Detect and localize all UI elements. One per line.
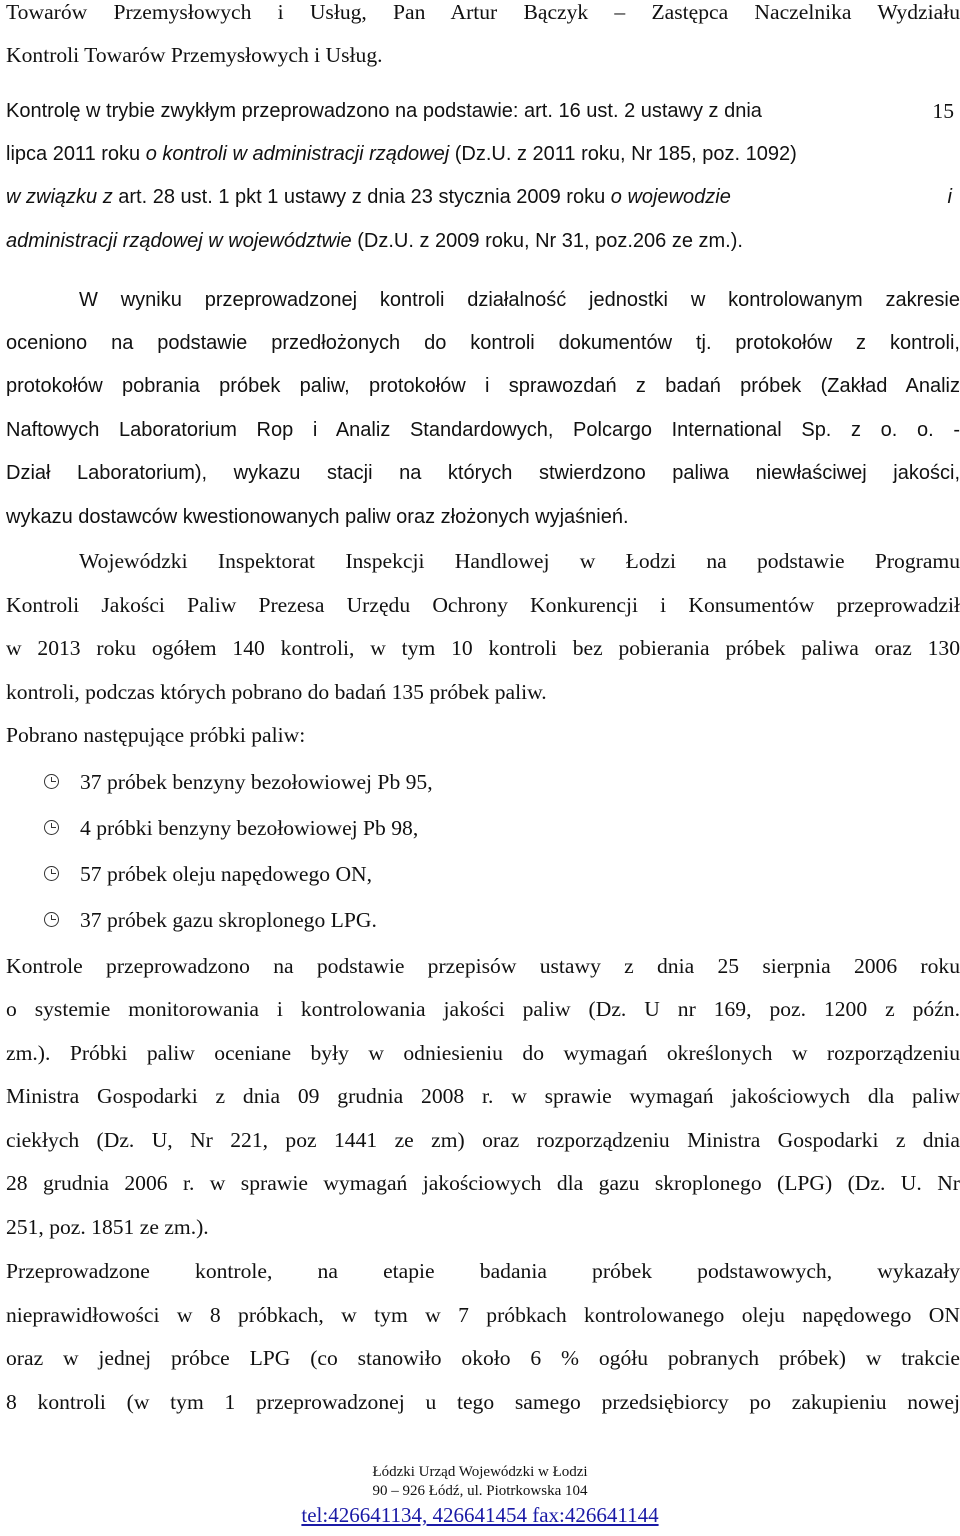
text-line: Kontroli Towarów Przemysłowych i Usług. <box>6 43 383 67</box>
text-line: w związku z art. 28 ust. 1 pkt 1 ustawy z dnia 23 stycznia 2009 roku o wojewodzie i <box>6 186 952 208</box>
text-line: Naftowych Laboratorium Rop i Analiz Standardowych, Polcargo International Sp. z o. o. - <box>6 419 960 441</box>
text-line: oceniono na podstawie przedłożonych do kontroli dokumentów tj. protokołów z kontroli, <box>6 332 960 354</box>
clock-bullet-icon <box>44 912 59 927</box>
text-line: Kontroli Jakości Paliw Prezesa Urzędu Ochrony Konkurencji i Konsumentów przeprowadził <box>6 593 960 617</box>
footer-org: Łódzki Urząd Wojewódzki w Łodzi <box>372 1464 588 1480</box>
text-line: lipca 2011 roku o kontroli w administracji rządowej (Dz.U. z 2011 roku, Nr 185, poz. 1092) <box>6 143 797 165</box>
paragraph-first-line: Wojewódzki Inspektorat Inspekcji Handlowej w Łodzi na podstawie Programu <box>79 549 960 573</box>
text-line: wykazu dostawców kwestionowanych paliw oraz złożonych wyjaśnień. <box>6 506 629 528</box>
text-line: Towarów Przemysłowych i Usług, Pan Artur Bączyk – Zastępca Naczelnika Wydziału <box>6 0 960 24</box>
text-line: Przeprowadzone kontrole, na etapie badania próbek podstawowych, wykazały <box>6 1259 960 1283</box>
clock-bullet-icon <box>44 774 59 789</box>
text-line: Pobrano następujące próbki paliw: <box>6 723 306 747</box>
text-line: o systemie monitorowania i kontrolowania jakości paliw (Dz. U nr 169, poz. 1200 z późn. <box>6 997 960 1021</box>
text-line: Kontrolę w trybie zwykłym przeprowadzono na podstawie: art. 16 ust. 2 ustawy z dnia 15 <box>6 99 954 123</box>
clock-bullet-icon <box>44 820 59 835</box>
text-line: Dział Laboratorium), wykazu stacji na których stwierdzono paliwa niewłaściwej jakości, <box>6 462 960 484</box>
text-fragment: 15 <box>932 99 954 123</box>
text-line: 28 grudnia 2006 r. w sprawie wymagań jakościowych dla gazu skroplonego (LPG) (Dz. U. Nr <box>6 1171 960 1195</box>
footer-contact <box>0 1503 960 1527</box>
text-line: zm.). Próbki paliw oceniane były w odniesieniu do wymagań określonych w rozporządzeniu <box>6 1041 960 1065</box>
text-line: oraz w jednej próbce LPG (co stanowiło około 6 % ogółu pobranych próbek) w trakcie <box>6 1346 960 1370</box>
paragraph-first-line: W wyniku przeprowadzonej kontroli działalność jednostki w kontrolowanym zakresie <box>79 289 960 311</box>
list-item: 37 próbek gazu skroplonego LPG. <box>80 908 377 932</box>
text-line: administracji rządowej w województwie (Dz.U. z 2009 roku, Nr 31, poz.206 ze zm.). <box>6 230 743 252</box>
contact-link[interactable]: tel:426641134, 426641454 fax:426641144 <box>301 1503 659 1527</box>
text-fragment: i <box>947 186 952 208</box>
text-line: 8 kontroli (w tym 1 przeprowadzonej u tego samego przedsiębiorcy po zakupieniu nowej <box>6 1390 960 1414</box>
footer-address: 90 – 926 Łódź, ul. Piotrkowska 104 <box>372 1483 588 1499</box>
text-line: kontroli, podczas których pobrano do badań 135 próbek paliw. <box>6 680 547 704</box>
list-item: 37 próbek benzyny bezołowiowej Pb 95, <box>80 770 433 794</box>
text-line: nieprawidłowości w 8 próbkach, w tym w 7 próbkach kontrolowanego oleju napędowego ON <box>6 1303 960 1327</box>
clock-bullet-icon <box>44 866 59 881</box>
list-item: 57 próbek oleju napędowego ON, <box>80 862 373 886</box>
text-line: 251, poz. 1851 ze zm.). <box>6 1215 209 1239</box>
text-line: Ministra Gospodarki z dnia 09 grudnia 2008 r. w sprawie wymagań jakościowych dla paliw <box>6 1084 960 1108</box>
text-line: w 2013 roku ogółem 140 kontroli, w tym 10 kontroli bez pobierania próbek paliwa oraz 130 <box>6 636 960 660</box>
text-line: Kontrole przeprowadzono na podstawie przepisów ustawy z dnia 25 sierpnia 2006 roku <box>6 954 960 978</box>
list-item: 4 próbki benzyny bezołowiowej Pb 98, <box>80 816 419 840</box>
text-line: protokołów pobrania próbek paliw, protokołów i sprawozdań z badań próbek (Zakład Analiz <box>6 375 960 397</box>
text-line: ciekłych (Dz. U, Nr 221, poz 1441 ze zm) oraz rozporządzeniu Ministra Gospodarki z dnia <box>6 1128 960 1152</box>
